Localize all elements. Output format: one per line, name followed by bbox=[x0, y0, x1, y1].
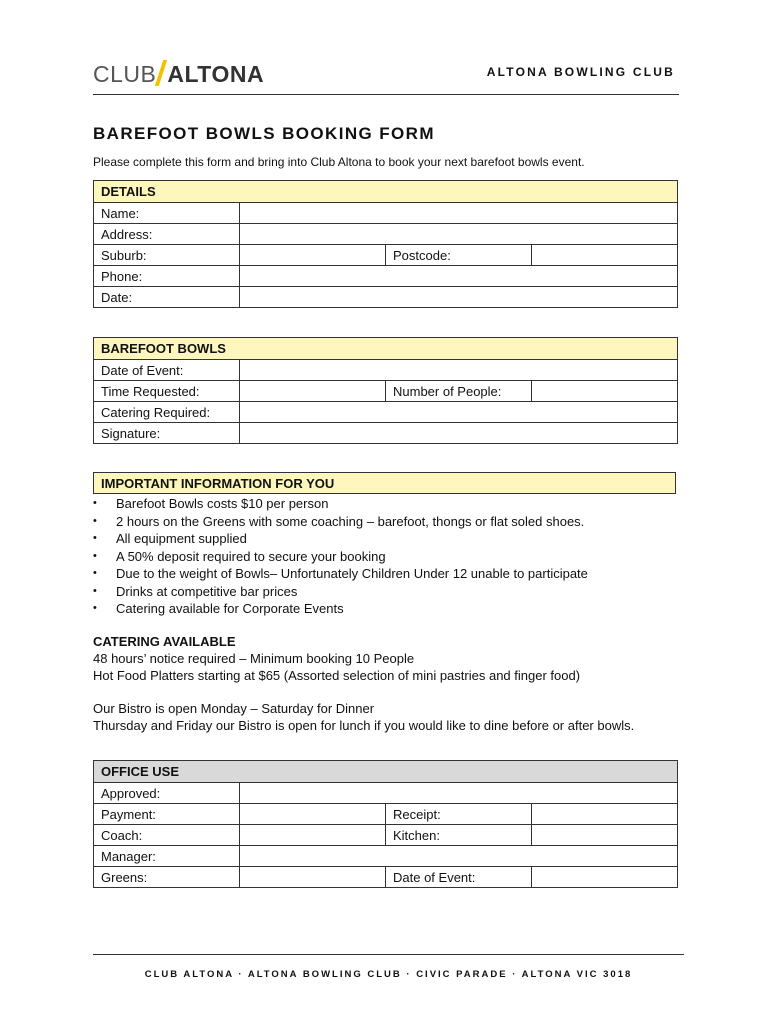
manager-field[interactable] bbox=[240, 846, 678, 867]
postcode-field[interactable] bbox=[532, 245, 678, 266]
list-item-text: A 50% deposit required to secure your booking bbox=[116, 548, 386, 564]
list-item bbox=[93, 513, 588, 531]
manager-label: Manager: bbox=[94, 846, 240, 867]
catering-platters: Hot Food Platters starting at $65 (Assorted selection of mini pastries and finger food) bbox=[93, 668, 581, 683]
bullet-icon: • bbox=[93, 584, 97, 597]
header-club-name: ALTONA BOWLING CLUB bbox=[486, 65, 675, 79]
bowls-table bbox=[93, 337, 678, 444]
suburb-field[interactable] bbox=[240, 245, 386, 266]
time-requested-field[interactable] bbox=[240, 381, 386, 402]
catering-section bbox=[93, 633, 580, 684]
logo-slash bbox=[155, 60, 167, 86]
number-of-people-field[interactable] bbox=[532, 381, 678, 402]
details-heading: DETAILS bbox=[94, 181, 678, 203]
list-item bbox=[93, 548, 588, 566]
signature-label: Signature: bbox=[94, 423, 240, 444]
list-item-text: Catering available for Corporate Events bbox=[116, 601, 344, 616]
office-event-date-field[interactable] bbox=[532, 867, 678, 888]
logo-altona-text: ALTONA bbox=[167, 61, 265, 87]
postcode-label: Postcode: bbox=[386, 245, 532, 266]
important-info-list bbox=[93, 495, 588, 618]
office-use-table bbox=[93, 760, 678, 888]
signature-field[interactable] bbox=[240, 423, 678, 444]
page-header bbox=[93, 58, 679, 95]
bullet-icon: • bbox=[93, 514, 97, 527]
bullet-icon: • bbox=[93, 532, 97, 544]
office-event-date-label: Date of Event: bbox=[386, 867, 532, 888]
address-label: Address: bbox=[94, 224, 240, 245]
catering-required-label: Catering Required: bbox=[94, 402, 240, 423]
list-item-text: Due to the weight of Bowls– Unfortunately Children Under 12 unable to participate bbox=[116, 566, 588, 581]
number-of-people-label: Number of People: bbox=[386, 381, 532, 402]
bullet-icon: • bbox=[93, 497, 97, 509]
date-field[interactable] bbox=[240, 287, 678, 308]
coach-label: Coach: bbox=[94, 825, 240, 846]
list-item bbox=[93, 583, 588, 601]
list-item-text: 2 hours on the Greens with some coaching – barefoot, thongs or flat soled shoes. bbox=[116, 513, 585, 529]
event-date-field[interactable] bbox=[240, 360, 678, 381]
greens-label: Greens: bbox=[94, 867, 240, 888]
list-item bbox=[93, 530, 588, 548]
list-item-text: Drinks at competitive bar prices bbox=[116, 583, 298, 599]
phone-label: Phone: bbox=[94, 266, 240, 287]
time-requested-label: Time Requested: bbox=[94, 381, 240, 402]
receipt-field[interactable] bbox=[532, 804, 678, 825]
bistro-section bbox=[93, 700, 634, 734]
suburb-label: Suburb: bbox=[94, 245, 240, 266]
address-field[interactable] bbox=[240, 224, 678, 245]
footer-divider bbox=[93, 954, 684, 955]
approved-label: Approved: bbox=[94, 783, 240, 804]
payment-field[interactable] bbox=[240, 804, 386, 825]
bistro-lunch: Thursday and Friday our Bistro is open for lunch if you would like to dine before or after bowls. bbox=[93, 718, 635, 733]
list-item bbox=[93, 565, 588, 583]
event-date-label: Date of Event: bbox=[94, 360, 240, 381]
list-item-text: Barefoot Bowls costs $10 per person bbox=[116, 496, 329, 511]
list-item bbox=[93, 495, 588, 513]
bullet-icon: • bbox=[93, 567, 97, 579]
payment-label: Payment: bbox=[94, 804, 240, 825]
kitchen-label: Kitchen: bbox=[386, 825, 532, 846]
receipt-label: Receipt: bbox=[386, 804, 532, 825]
intro-text: Please complete this form and bring into Club Altona to book your next barefoot bowls event. bbox=[93, 155, 585, 169]
bistro-dinner: Our Bistro is open Monday – Saturday for Dinner bbox=[93, 701, 375, 716]
coach-field[interactable] bbox=[240, 825, 386, 846]
phone-field[interactable] bbox=[240, 266, 678, 287]
name-label: Name: bbox=[94, 203, 240, 224]
name-field[interactable] bbox=[240, 203, 678, 224]
catering-heading: CATERING AVAILABLE bbox=[93, 634, 236, 649]
logo-club-text: CLUB bbox=[93, 61, 157, 87]
kitchen-field[interactable] bbox=[532, 825, 678, 846]
list-item-text: All equipment supplied bbox=[116, 531, 247, 546]
page-title: BAREFOOT BOWLS BOOKING FORM bbox=[93, 124, 435, 143]
date-label: Date: bbox=[94, 287, 240, 308]
club-altona-logo bbox=[93, 60, 264, 88]
bullet-icon: • bbox=[93, 602, 97, 614]
catering-required-field[interactable] bbox=[240, 402, 678, 423]
important-info-heading: IMPORTANT INFORMATION FOR YOU bbox=[93, 472, 676, 494]
bullet-icon: • bbox=[93, 549, 97, 562]
details-table bbox=[93, 180, 678, 308]
catering-notice: 48 hours’ notice required – Minimum booking 10 People bbox=[93, 651, 415, 666]
greens-field[interactable] bbox=[240, 867, 386, 888]
office-use-heading: OFFICE USE bbox=[94, 761, 678, 783]
approved-field[interactable] bbox=[240, 783, 678, 804]
page-footer: CLUB ALTONA · ALTONA BOWLING CLUB · CIVIC PARADE · ALTONA VIC 3018 bbox=[144, 969, 633, 980]
bowls-heading: BAREFOOT BOWLS bbox=[94, 338, 678, 360]
list-item bbox=[93, 600, 588, 618]
